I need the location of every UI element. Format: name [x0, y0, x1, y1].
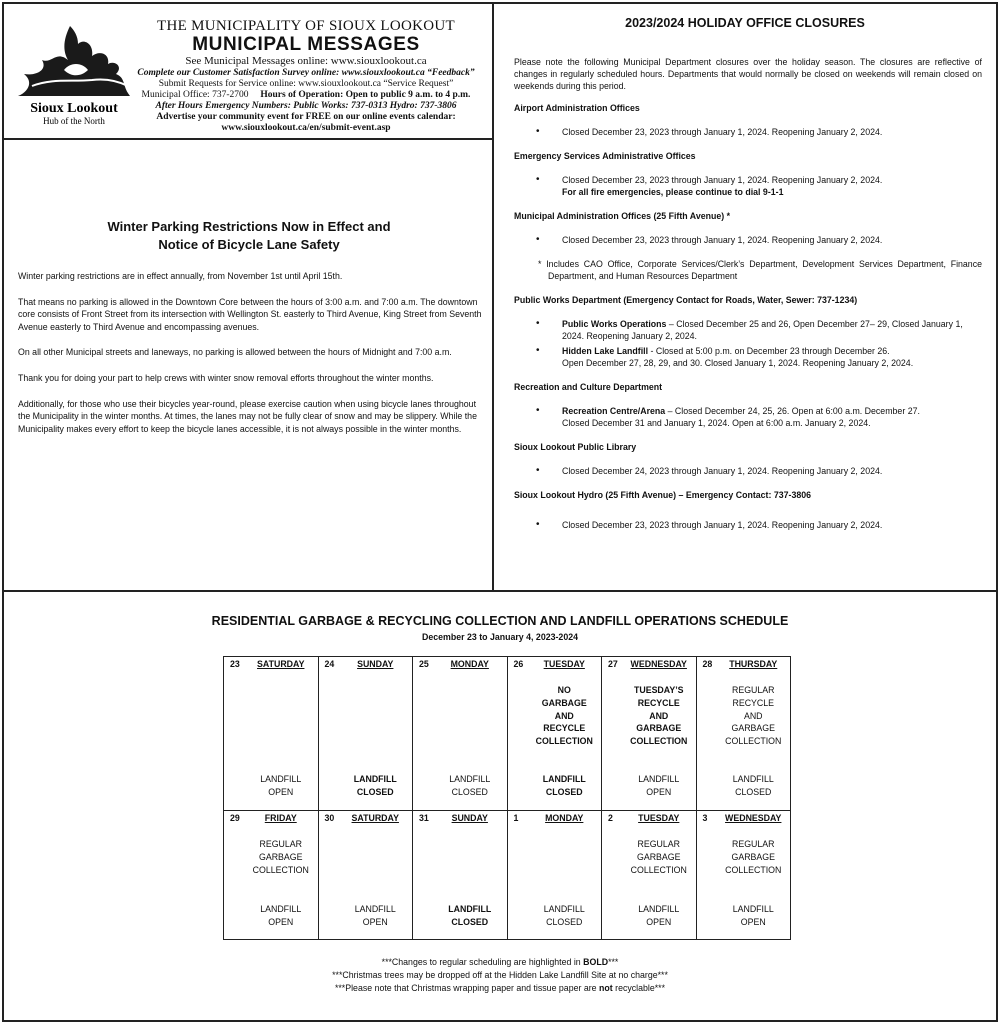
collection-line: REGULAR — [637, 839, 681, 849]
calendar-day-cell — [696, 657, 791, 811]
bullet-icon: • — [536, 465, 540, 476]
day-name: MONDAY — [545, 813, 584, 823]
article-title — [16, 218, 482, 254]
calendar-day-cell — [413, 811, 508, 940]
closure-item: • Closed December 23, 2023 through January 1, 2024. Reopening January 2, 2024. — [536, 234, 883, 245]
closure-item: • Closed December 23, 2023 through January 1, 2024. Reopening January 2, 2024. For all fire emergencies, please continue to dial 9-1-1 — [536, 174, 883, 197]
article-paragraph: That means no parking is allowed in the Downtown Core between the hours of 3:00 a.m. and 7:00 a.m. The downtown core consists of Front Street from its intersection with Wellington St. easterly to Third Avenue, King Street from Seventh Avenue easterly to Third Avenue and encompassing avenues. — [18, 296, 482, 332]
landfill-line: CLOSED — [735, 787, 772, 797]
collection-line: COLLECTION — [725, 736, 782, 747]
collection-line: REGULAR — [259, 839, 303, 849]
sioux-lookout-logo — [12, 20, 136, 130]
collection-line: GARBAGE — [636, 723, 682, 734]
landfill-line: LANDFILL — [354, 904, 396, 914]
landfill-line: LANDFILL — [353, 774, 397, 784]
calendar-day-cell — [602, 811, 697, 940]
landfill-line: CLOSED — [451, 917, 489, 927]
holiday-closures-panel — [492, 2, 998, 592]
day-name: SATURDAY — [257, 659, 305, 669]
day-number: 23 — [230, 659, 240, 669]
landfill-line: LANDFILL — [732, 904, 774, 914]
events-url: www.siouxlookout.ca/en/submit-event.asp — [221, 123, 391, 133]
calendar-day-cell — [224, 811, 319, 940]
collection-line: REGULAR — [731, 839, 775, 849]
schedule-footnotes — [4, 956, 996, 995]
collection-status — [624, 684, 694, 748]
closure-item: • Recreation Centre/Arena – Closed December 24, 25, 26. Open at 6:00 a.m. December 27. Closed December 31 and January 1, 2024. Open at 6:00 a.m. January 2, 2024. — [536, 405, 920, 428]
calendar-week-row — [224, 657, 791, 811]
municipality-name: THE MUNICIPALITY OF SIOUX LOOKOUT — [157, 18, 455, 34]
closure-item: • Closed December 23, 2023 through January 1, 2024. Reopening January 2, 2024. — [536, 519, 883, 530]
day-name: SATURDAY — [351, 813, 399, 823]
landfill-line: LANDFILL — [260, 904, 302, 914]
calendar-day-cell — [507, 657, 602, 811]
closures-title: 2023/2024 HOLIDAY OFFICE CLOSURES — [625, 16, 865, 30]
landfill-status — [530, 903, 600, 929]
day-name: MONDAY — [450, 659, 489, 669]
collection-line: RECYCLE — [543, 723, 586, 734]
bullet-icon: • — [536, 519, 540, 530]
collection-line: GARBAGE — [258, 851, 303, 862]
calendar-day-cell — [413, 657, 508, 811]
collection-line: RECYCLE — [732, 697, 775, 708]
landfill-status — [246, 773, 316, 799]
bullet-icon: • — [536, 318, 540, 329]
office-line — [132, 90, 480, 101]
landfill-line: OPEN — [268, 787, 294, 797]
collection-line: COLLECTION — [725, 864, 782, 875]
collection-line: COLLECTION — [535, 736, 593, 747]
bullet-icon: • — [536, 405, 540, 416]
dept-heading: Emergency Services Administrative Offices — [514, 151, 696, 161]
schedule-subtitle: December 23 to January 4, 2023-2024 — [422, 632, 578, 642]
landfill-line: CLOSED — [451, 787, 488, 797]
collection-line: AND — [649, 710, 669, 721]
article-paragraph: Winter parking restrictions are in effect annually, from November 1st until April 15th. — [18, 271, 343, 281]
article-title-line-1: Winter Parking Restrictions Now in Effect and — [107, 219, 391, 234]
closure-item: • Hidden Lake Landfill - Closed at 5:00 p.m. on December 23 through December 26. Open December 27, 28, 29, and 30. Closed January 1, 2024. Reopening January 2, 2024. — [536, 345, 914, 368]
landfill-status — [435, 773, 505, 799]
collection-status — [719, 838, 789, 876]
closures-intro: Please note the following Municipal Department closures over the holiday season. The closures are reflective of changes in regularly scheduled hours. Departments that would normally be closed on weekends will remain closed on weekends during this period. — [514, 57, 982, 91]
landfill-status — [341, 773, 411, 799]
landfill-line: LANDFILL — [260, 774, 302, 784]
schedule-title: RESIDENTIAL GARBAGE & RECYCLING COLLECTION AND LANDFILL OPERATIONS SCHEDULE — [211, 614, 789, 628]
closure-item: • Closed December 24, 2023 through January 1, 2024. Reopening January 2, 2024. — [536, 465, 883, 476]
collection-line: RECYCLE — [637, 697, 680, 708]
landfill-status — [341, 903, 411, 929]
day-number: 24 — [324, 659, 335, 669]
landfill-status — [624, 773, 694, 799]
landfill-status — [719, 903, 789, 929]
collection-status — [530, 684, 600, 748]
online-link-line: See Municipal Messages online: www.siouxlookout.ca — [185, 55, 427, 67]
landfill-line: CLOSED — [356, 787, 394, 797]
footnote-wrapping-paper: ***Please note that Christmas wrapping paper and tissue paper are not recyclable*** — [334, 983, 666, 993]
logo-tagline: Hub of the North — [43, 116, 105, 126]
calendar-day-cell — [224, 657, 319, 811]
day-number: 25 — [419, 659, 429, 669]
dept-heading: Recreation and Culture Department — [514, 382, 663, 392]
bullet-icon: • — [536, 345, 540, 356]
emergency-line: After Hours Emergency Numbers: Public Works: 737-0313 Hydro: 737-3806 — [155, 101, 457, 111]
collection-line: NO — [557, 685, 571, 695]
article-paragraph: On all other Municipal streets and laneways, no parking is allowed between the hours of Midnight and 7:00 a.m. — [18, 347, 452, 358]
day-number: 27 — [608, 659, 618, 669]
closure-item: • Public Works Operations – Closed December 25 and 26, Open December 27– 29, Closed January 1, 2024. Reopening January 2, 2024. — [536, 318, 963, 341]
dept-heading: Public Works Department (Emergency Contact for Roads, Water, Sewer: 737-1234) — [514, 295, 858, 305]
collection-line: REGULAR — [731, 685, 775, 695]
landfill-status — [435, 903, 505, 929]
collection-status — [624, 838, 694, 876]
calendar-day-cell — [696, 811, 791, 940]
landfill-line: OPEN — [646, 787, 672, 797]
page-title: MUNICIPAL MESSAGES — [192, 34, 420, 55]
header-text — [132, 18, 480, 134]
day-name: THURSDAY — [729, 659, 778, 669]
collection-status — [719, 684, 789, 748]
collection-line: AND — [743, 710, 763, 721]
closures-body — [514, 56, 982, 543]
collection-line: TUESDAY’S — [633, 685, 684, 695]
collection-status — [246, 838, 316, 876]
dept-heading: Airport Administration Offices — [514, 103, 640, 113]
closure-item: • Closed December 23, 2023 through January 1, 2024. Reopening January 2, 2024. — [536, 126, 883, 137]
article-title-line-2: Notice of Bicycle Lane Safety — [158, 237, 340, 252]
calendar-week-row — [224, 811, 791, 940]
garbage-schedule-panel — [2, 590, 998, 1022]
requests-line: Submit Requests for Service online: www.siouxlookout.ca “Service Request” — [158, 79, 454, 89]
bullet-icon: • — [536, 174, 540, 185]
day-number: 1 — [513, 813, 519, 823]
landfill-line: LANDFILL — [638, 904, 680, 914]
calendar-day-cell — [318, 811, 413, 940]
office-phone: Municipal Office: 737-2700 — [141, 90, 249, 100]
bullet-icon: • — [536, 126, 540, 137]
landfill-line: CLOSED — [545, 787, 583, 797]
collection-line: GARBAGE — [731, 723, 775, 734]
dept-heading: Sioux Lookout Public Library — [514, 442, 637, 452]
office-hours: Hours of Operation: Open to public 9 a.m. to 4 p.m. — [260, 90, 471, 100]
day-name: WEDNESDAY — [725, 813, 782, 823]
day-name: FRIDAY — [264, 813, 297, 823]
calendar-day-cell — [318, 657, 413, 811]
landfill-line: LANDFILL — [449, 774, 491, 784]
article-paragraph: Thank you for doing your part to help crews with winter snow removal efforts throughout the winter months. — [18, 372, 434, 383]
landfill-status — [530, 773, 600, 799]
day-number: 28 — [702, 659, 713, 669]
calendar-day-cell — [602, 657, 697, 811]
calendar-day-cell — [507, 811, 602, 940]
advertise-line: Advertise your community event for FREE on our online events calendar: — [156, 112, 456, 122]
landfill-status — [246, 903, 316, 929]
collection-line: GARBAGE — [731, 851, 775, 862]
footnote-christmas-trees: ***Christmas trees may be dropped off at the Hidden Lake Landfill Site at no charge*** — [332, 970, 668, 980]
day-number: 26 — [513, 659, 524, 669]
landfill-line: OPEN — [268, 917, 294, 927]
landfill-line: LANDFILL — [638, 774, 680, 784]
day-name: TUESDAY — [638, 813, 680, 823]
schedule-calendar — [223, 656, 791, 940]
winter-parking-article — [2, 138, 494, 592]
collection-line: AND — [554, 710, 574, 721]
collection-line: COLLECTION — [252, 864, 309, 875]
landfill-line: OPEN — [362, 917, 388, 927]
admin-footnote: * Includes CAO Office, Corporate Services/Clerk’s Department, Development Services Department, Finance Department, and Human Resources Department — [538, 259, 982, 281]
footnote-bold: ***Changes to regular scheduling are highlighted in BOLD*** — [381, 957, 619, 967]
survey-line: Complete our Customer Satisfaction Survey online: www.siouxlookout.ca “Feedback” — [137, 68, 475, 78]
logo-name: Sioux Lookout — [30, 101, 118, 116]
dept-heading: Sioux Lookout Hydro (25 Fifth Avenue) – Emergency Contact: 737-3806 — [514, 490, 812, 500]
collection-line: COLLECTION — [630, 864, 687, 875]
landfill-line: LANDFILL — [732, 774, 774, 784]
bullet-icon: • — [536, 234, 540, 245]
landfill-line: LANDFILL — [542, 774, 586, 784]
day-number: 30 — [324, 813, 335, 823]
landfill-status — [624, 903, 694, 929]
collection-line: GARBAGE — [541, 697, 587, 708]
landfill-line: LANDFILL — [448, 904, 492, 914]
day-name: SUNDAY — [451, 813, 488, 823]
landfill-line: LANDFILL — [543, 904, 585, 914]
dept-heading: Municipal Administration Offices (25 Fifth Avenue) * — [514, 211, 731, 221]
article-paragraph: Additionally, for those who use their bicycles year-round, please exercise caution when using bicycle lanes throughout the Municipality in the winter months. At times, the lanes may not be fully clear of snow and may be slippery. While the Municipality makes every effort to keep the bicycle lanes accessible, it is not always possible in the winter months. — [18, 398, 477, 434]
article-body — [18, 270, 482, 448]
day-name: WEDNESDAY — [630, 659, 687, 669]
day-number: 31 — [419, 813, 429, 823]
day-number: 3 — [702, 813, 708, 823]
landfill-line: OPEN — [646, 917, 672, 927]
header-panel — [2, 2, 494, 140]
day-number: 29 — [230, 813, 240, 823]
collection-line: GARBAGE — [636, 851, 681, 862]
day-name: SUNDAY — [357, 659, 394, 669]
landfill-line: OPEN — [740, 917, 766, 927]
landfill-line: CLOSED — [546, 917, 583, 927]
day-name: TUESDAY — [543, 659, 585, 669]
landfill-status — [719, 773, 789, 799]
collection-line: COLLECTION — [630, 736, 688, 747]
day-number: 2 — [608, 813, 613, 823]
